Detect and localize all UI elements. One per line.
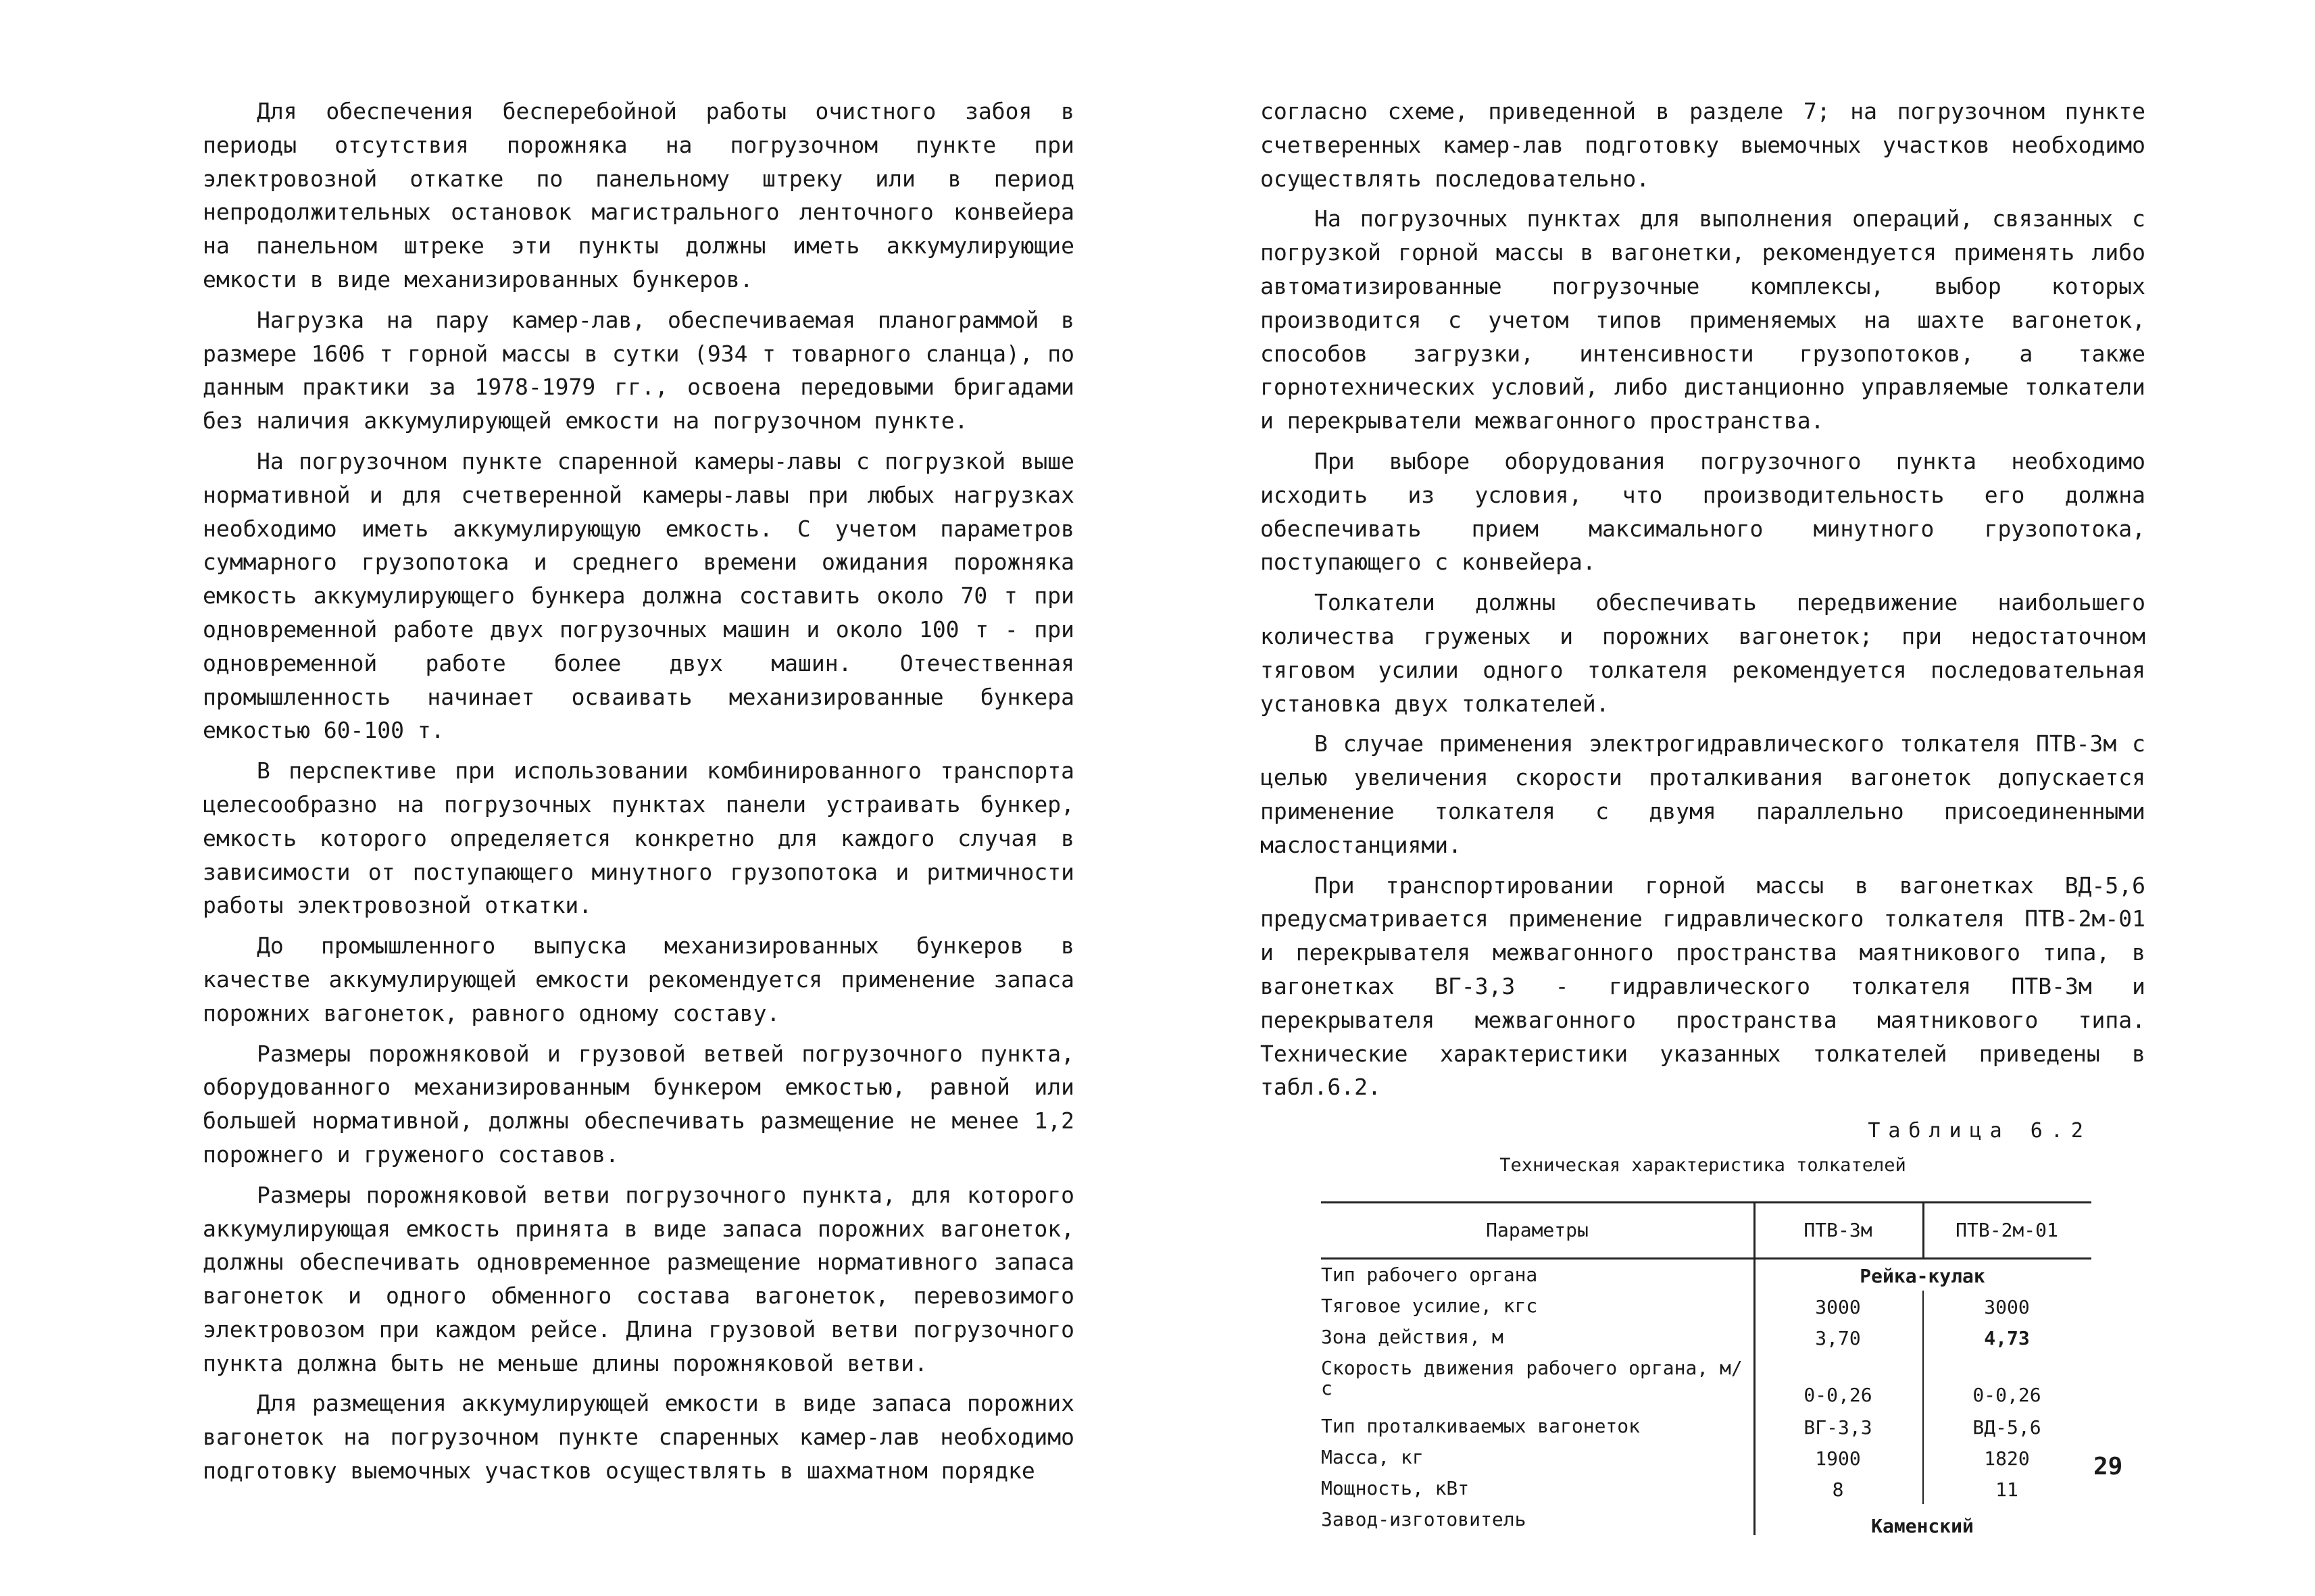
right-paragraph: В случае применения электрогидравлического толкателя ПТВ-3м с целью увеличения скорости проталкивания вагонеток допускается применение толкателя с двумя параллельно присоединенными маслостанциями. [1260,730,2145,858]
row-span-value: Каменский [1871,1515,1974,1538]
row-param: Мощность, кВт [1321,1477,1470,1500]
row-value-ptv3m: 8 [1832,1478,1844,1501]
header-divider [1922,1203,1924,1257]
row-param: Тип проталкиваемых вагонеток [1321,1415,1641,1438]
right-paragraph: При выборе оборудования погрузочного пункта необходимо исходить из условия, что производительность его должна обеспечивать прием максимального минутного грузопотока, поступающего с конвейера. [1260,447,2145,576]
row-value-ptv3m: 1900 [1815,1447,1861,1470]
row-value-ptv3m: 3000 [1815,1296,1861,1319]
table-row [1321,1411,2091,1442]
row-value-ptv2m01: 3000 [1984,1296,2030,1319]
right-paragraph: Толкатели должны обеспечивать передвижение наибольшего количества груженых и порожних вагонеток; при недостаточном тяговом усилии одного толкателя рекомендуется последовательная установка двух толкателей. [1260,589,2145,717]
row-value-ptv2m01: 0-0,26 [1972,1384,2041,1407]
header-ptv2m01: ПТВ-2м-01 [1956,1219,2058,1242]
table-row [1321,1442,2091,1473]
right-continuation: согласно схеме, приведенной в разделе 7; на погрузочном пункте счетверенных камер-лав подготовку выемочных участков необходимо осуществлять последовательно. [1260,98,2145,192]
row-param: Масса, кг [1321,1446,1424,1469]
left-paragraph: До промышленного выпуска механизированных бункеров в качестве аккумулирующей емкости рекомендуется применение запаса порожних вагонеток, равного одному составу. [203,932,1074,1026]
row-value-ptv2m01: 4,73 [1984,1327,2030,1350]
row-param: Тяговое усилие, кгс [1321,1295,1538,1318]
header-ptv3m: ПТВ-3м [1803,1219,1872,1242]
left-column [203,95,1074,1495]
left-paragraph: На погрузочном пункте спаренной камеры-лавы с погрузкой выше нормативной и для счетверенной камеры-лавы при любых нагрузках необходимо иметь аккумулирующую емкость. С учетом параметров суммарного грузопотока и среднего времени ожидания порожняка емкость аккумулирующего бункера должна составить около 70 т при одновременной работе двух погрузочных машин и около 100 т - при одновременной работе более двух машин. Отечественная промышленность начинает осваивать механизированные бункера емкостью 60-100 т. [203,447,1074,744]
table-label: Таблица 6.2 [1868,1119,2091,1143]
row-value-ptv2m01: ВД-5,6 [1972,1416,2041,1439]
right-paragraph: На погрузочных пунктах для выполнения операций, связанных с погрузкой горной массы в вагонетки, рекомендуется применять либо автоматизированные погрузочные комплексы, выбор которых производится с учетом типов применяемых на шахте вагонеток, способов загрузки, интенсивности грузопотоков, а также горнотехнических условий, либо дистанционно управляемые толкатели и перекрыватели межвагонного пространства. [1260,205,2145,434]
table-header [1321,1201,2091,1260]
row-param: Скорость движения рабочего органа, м/с [1321,1357,1743,1400]
page-number: 29 [2093,1453,2123,1480]
row-value-ptv3m: ВГ-3,3 [1803,1416,1872,1439]
left-paragraph: В перспективе при использовании комбинированного транспорта целесообразно на погрузочных пунктах панели устраивать бункер, емкость которого определяется конкретно для каждого случая в зависимости от поступающего минутного грузопотока и ритмичности работы электровозной откатки. [203,757,1074,919]
table-row [1321,1473,2091,1504]
table-row [1321,1504,2091,1538]
table-row [1321,1260,2091,1291]
right-column [1260,95,2145,1538]
row-param: Завод-изготовитель [1321,1508,1526,1531]
left-paragraph: Для обеспечения бесперебойной работы очистного забоя в периоды отсутствия порожняка на погрузочном пункте при электровозной откатке по панельному штреку или в период непродолжительных остановок магистрального ленточного конвейера на панельном штреке эти пункты должны иметь аккумулирующие емкости в виде механизированных бункеров. [203,98,1074,293]
header-divider [1753,1203,1756,1257]
row-param: Тип рабочего органа [1321,1264,1538,1287]
specs-table [1321,1201,2091,1538]
left-paragraph: Нагрузка на пару камер-лав, обеспечиваемая планограммой в размере 1606 т горной массы в сутки (934 т товарного сланца), по данным практики за 1978-1979 гг., освоена передовыми бригадами без наличия аккумулирующей емкости на погрузочном пункте. [203,306,1074,434]
table-row [1321,1291,2091,1322]
left-paragraph: Размеры порожняковой и грузовой ветвей погрузочного пункта, оборудованного механизированным бункером емкостью, равной или большей нормативной, должны обеспечивать размещение не менее 1,2 порожнего и груженого составов. [203,1040,1074,1168]
header-params: Параметры [1486,1219,1589,1242]
row-value-ptv3m: 0-0,26 [1803,1384,1872,1407]
table-body [1321,1260,2091,1538]
table-row [1321,1322,2091,1353]
row-param: Зона действия, м [1321,1326,1503,1349]
table-row [1321,1353,2091,1411]
left-paragraph: Размеры порожняковой ветви погрузочного пункта, для которого аккумулирующая емкость принята в виде запаса порожних вагонеток, должны обеспечивать одновременное размещение нормативного запаса вагонеток и одного обменного состава вагонеток, перевозимого электровозом при каждом рейсе. Длина грузовой ветви погрузочного пункта должна быть не меньше длины порожняковой ветви. [203,1181,1074,1376]
row-span-value: Рейка-кулак [1860,1265,1985,1288]
row-value-ptv3m: 3,70 [1815,1327,1861,1350]
left-paragraph: Для размещения аккумулирующей емкости в виде запаса порожних вагонеток на погрузочном пункте спаренных камер-лав необходимо подготовку выемочных участков осуществлять в шахматном порядке [203,1390,1074,1485]
row-value-ptv2m01: 11 [1995,1478,2018,1501]
row-value-ptv2m01: 1820 [1984,1447,2030,1470]
right-paragraph: При транспортировании горной массы в вагонетках ВД-5,6 предусматривается применение гидравлического толкателя ПТВ-2м-01 и перекрывателя межвагонного пространства маятникового типа, в вагонетках ВГ-3,3 - гидравлического толкателя ПТВ-3м и перекрывателя межвагонного пространства маятникового типа. Технические характеристики указанных толкателей приведены в табл.6.2. [1260,872,2145,1101]
table-title: Техническая характеристика толкателей [1499,1155,1906,1176]
